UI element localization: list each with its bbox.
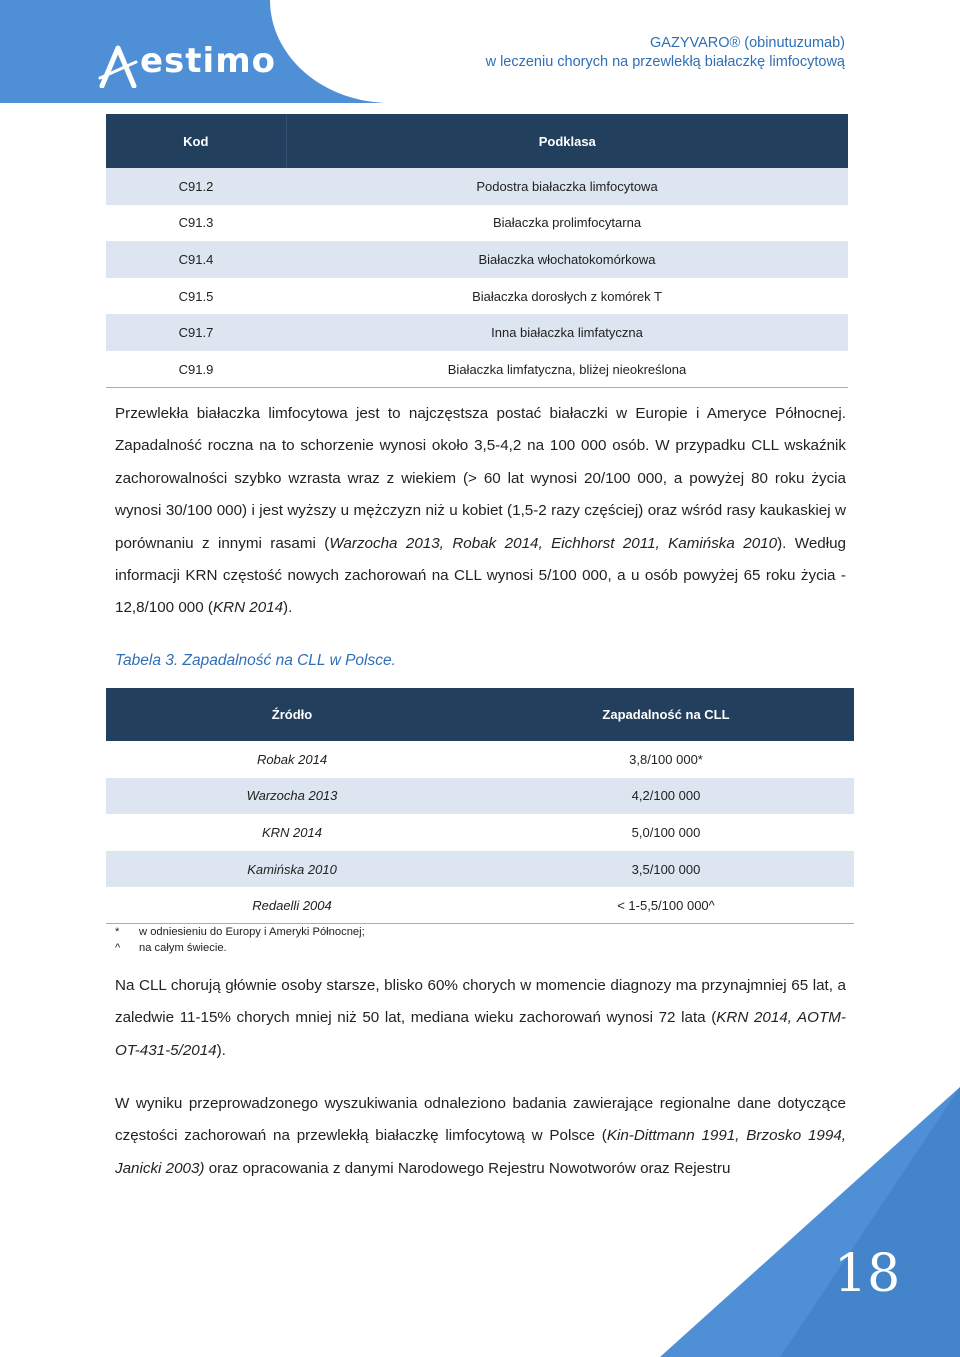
table-header-row: [106, 688, 854, 741]
table-row: [106, 205, 848, 242]
estimo-logo: [98, 38, 276, 88]
table-row: [106, 778, 854, 815]
citation: Kin-Dittmann 1991, Brzosko 1994, Janicki 2003): [115, 1127, 846, 1177]
table-row: [106, 851, 854, 888]
paragraph-text: ).: [216, 1041, 226, 1059]
paragraph-text: Przewlekła białaczka limfocytowa jest to najczęstsza postać białaczki w Europie i Ameryce Północnej. Zapadalność roczna na to schorzenie wynosi około 3,5-4,2 na 100 000 osób. W przypadku CLL wskaźnik zachorowalności szybko wzrasta wraz z wiekiem (> 60 lat wynosi 20/100 000, a powyżej 80 roku życia wynosi 30/100 000) i jest wyższy u mężczyzn niż u kobiet (1,5-2 razy częściej) oraz wśród rasy kaukaskiej w porównaniu z innymi rasami (: [115, 405, 846, 552]
paragraph-cll-age: [115, 970, 846, 1067]
citation: KRN 2014: [212, 599, 284, 617]
page-number: 18: [834, 1244, 901, 1304]
table-row: [106, 241, 848, 278]
subclass-cell: Białaczka dorosłych z komórek T: [472, 288, 662, 304]
source-cell: KRN 2014: [262, 824, 322, 840]
paragraph-text: ). Według informacji KRN częstość nowych zachorowań na CLL wynosi 5/100 000, a u osób powyżej 65 roku życia - 12,8/100 000 (: [115, 534, 847, 617]
paragraph-cll-incidence: [115, 398, 846, 625]
citation: KRN 2014, AOTM-OT-431-5/2014: [115, 1009, 846, 1059]
incidence-cell: 3,5/100 000: [478, 851, 854, 888]
column-header-subclass: Podklasa: [286, 114, 848, 168]
table-caption: Tabela 3. Zapadalność na CLL w Polsce.: [115, 652, 396, 669]
subclass-cell: Podostra białaczka limfocytowa: [286, 168, 848, 205]
source-cell: Redaelli 2004: [106, 887, 478, 924]
corner-decoration: [660, 1087, 960, 1357]
document-title: [486, 34, 845, 72]
table-header-row: [106, 114, 848, 168]
source-cell: Robak 2014: [256, 751, 328, 767]
incidence-cell: 3,8/100 000*: [629, 751, 703, 767]
document-title-line2: w leczeniu chorych na przewlekłą białaczkę limfocytową: [485, 54, 845, 70]
paragraph-text: oraz opracowania z danymi Narodowego Rejestru Nowotworów oraz Rejestru: [204, 1159, 731, 1177]
code-cell: C91.3: [178, 215, 214, 231]
incidence-cell: < 1-5,5/100 000^: [478, 887, 854, 924]
incidence-cell: 5,0/100 000: [631, 824, 701, 840]
code-cell: C91.4: [106, 241, 286, 278]
document-title-line1: GAZYVARO® (obinutuzumab): [650, 35, 845, 51]
source-cell: Warzocha 2013: [106, 778, 478, 815]
code-cell: C91.5: [178, 288, 214, 304]
table-row: [106, 814, 854, 851]
code-cell: C91.9: [106, 351, 286, 388]
table-row: [106, 741, 854, 778]
cll-incidence-table: [106, 688, 854, 924]
column-header-incidence: Zapadalność na CLL: [478, 688, 854, 741]
column-header-code: Kod: [106, 114, 286, 168]
footnote: [115, 924, 365, 940]
paragraph-text: ).: [283, 599, 293, 617]
footnote-text: na całym świecie.: [139, 942, 227, 954]
logo-mark-icon: [98, 44, 138, 88]
table-row: [106, 314, 848, 351]
footnote-mark: ^: [115, 942, 121, 954]
code-cell: C91.7: [106, 314, 286, 351]
code-cell: C91.2: [106, 168, 286, 205]
source-cell: Kamińska 2010: [106, 851, 478, 888]
table-row: [106, 887, 854, 924]
incidence-cell: 4,2/100 000: [478, 778, 854, 815]
table-row: [106, 278, 848, 315]
paragraph-text: W wyniku przeprowadzonego wyszukiwania odnaleziono badania zawierające regionalne dane dotyczące częstości zachorowań na przewlekłą białaczkę limfocytową w Polsce (: [115, 1095, 846, 1145]
subclass-cell: Białaczka włochatokomórkowa: [286, 241, 848, 278]
paragraph-text: Na CLL chorują głównie osoby starsze, blisko 60% chorych w momencie diagnozy ma przynajmniej 65 lat, a zaledwie 11-15% chorych mniej niż 50 lat, mediana wieku zachorowań wynosi 72 lata (: [115, 977, 846, 1027]
subclass-cell: Inna białaczka limfatyczna: [286, 314, 848, 351]
column-header-source: Źródło: [106, 688, 478, 741]
subclass-cell: Białaczka limfatyczna, bliżej nieokreślona: [286, 351, 848, 388]
citation: Warzocha 2013, Robak 2014, Eichhorst 2011, Kamińska 2010: [329, 534, 778, 552]
logo-text: estimo: [140, 41, 276, 81]
footnote-mark: *: [115, 926, 120, 938]
footnote-text: w odniesieniu do Europy i Ameryki Północnej;: [139, 926, 365, 938]
footnote: [115, 940, 365, 956]
table-row: [106, 351, 848, 388]
subclass-cell: Białaczka prolimfocytarna: [492, 215, 642, 231]
icd-subclass-table: [106, 114, 848, 388]
table-footnotes: [115, 924, 365, 956]
table-row: [106, 168, 848, 205]
